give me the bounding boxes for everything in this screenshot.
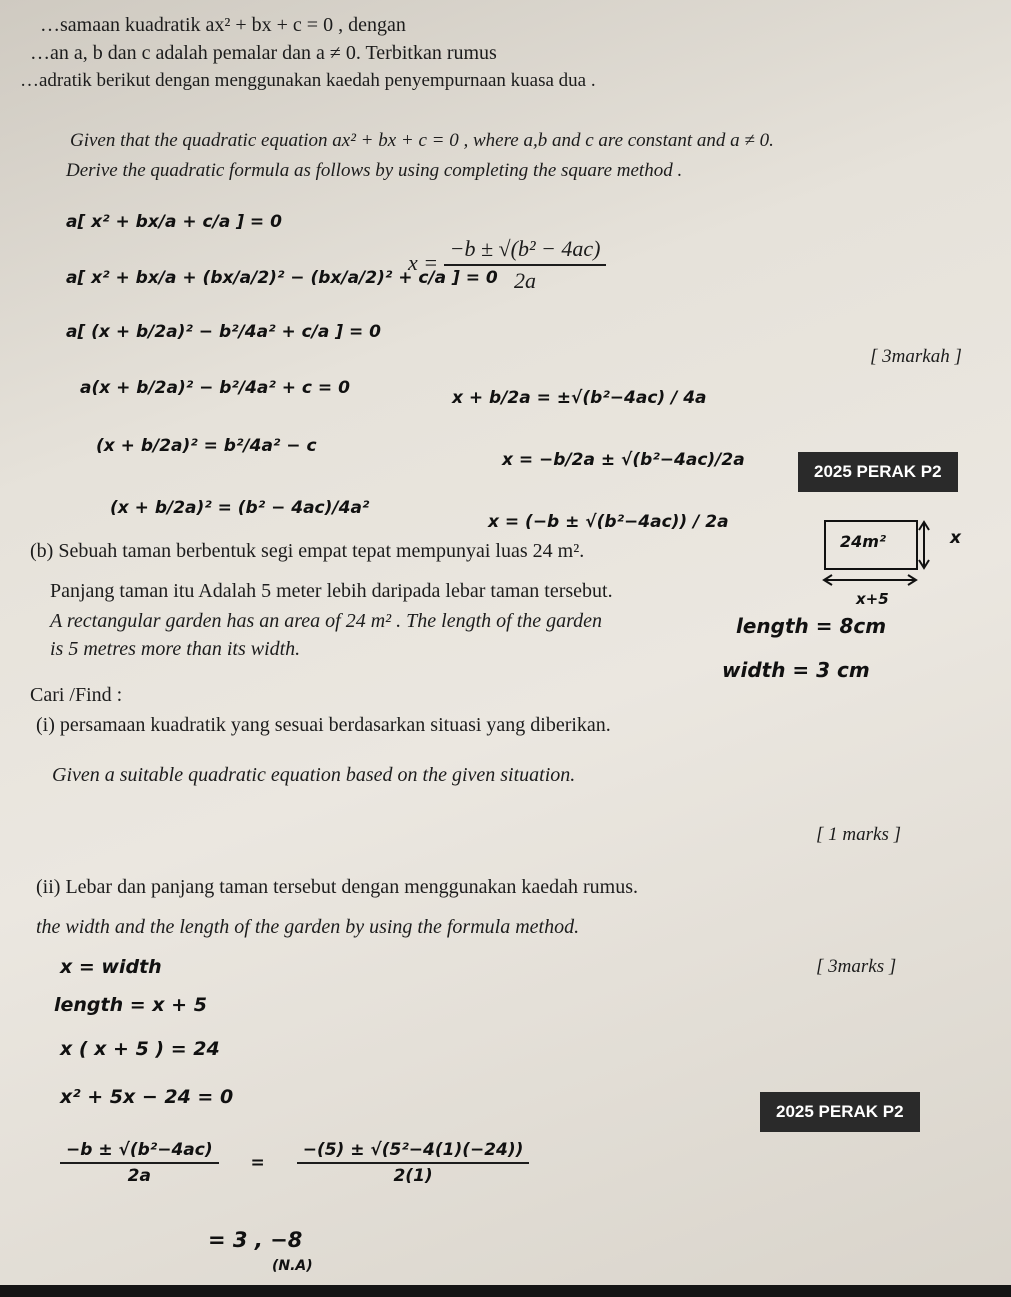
final-den-left: 2a	[127, 1166, 151, 1186]
q2-statement-ms	[36, 876, 638, 899]
result-note: (N.A)	[272, 1258, 313, 1274]
part-a-right-3: x = (−b ± √(b²−4ac)) / 2a	[488, 512, 729, 532]
garden-side-label: x	[950, 528, 961, 548]
bottom-edge	[0, 1285, 1011, 1297]
final-num-right: −(5) ± √(5²−4(1)(−24))	[297, 1140, 530, 1164]
part-b-work-4: x² + 5x − 24 = 0	[60, 1086, 234, 1108]
part-a-marks: [ 3markah ]	[870, 346, 962, 367]
final-result: = 3 , −8	[208, 1228, 303, 1252]
q1-marks: [ 1 marks ]	[816, 824, 901, 845]
find-label: Cari /Find :	[30, 684, 123, 706]
equals-sign: =	[250, 1153, 265, 1173]
side-note-length: length = 8cm	[736, 614, 887, 638]
part-b-work-2: length = x + 5	[54, 994, 207, 1016]
garden-bottom-label: x+5	[856, 590, 889, 608]
final-substitution	[60, 1140, 529, 1186]
q1-label: (i)	[36, 714, 55, 736]
final-fraction-right	[297, 1140, 530, 1186]
q1-statement-ms	[36, 714, 611, 737]
final-num-left: −b ± √(b²−4ac)	[60, 1140, 219, 1164]
part-a-right-2: x = −b/2a ± √(b²−4ac)/2a	[502, 450, 745, 470]
header-line2-en: Derive the quadratic formula as follows by using completing the square method .	[66, 160, 683, 181]
part-a-work-5: (x + b/2a)² = b²/4a² − c	[96, 436, 317, 456]
part-a-work-3: a[ (x + b/2a)² − b²/4a² + c/a ] = 0	[66, 322, 381, 342]
part-b-line2-en: is 5 metres more than its width.	[50, 638, 301, 660]
part-a-work-2: a[ x² + bx/a + (bx/a/2)² − (bx/a/2)² + c/a ] = 0	[66, 268, 498, 288]
part-b-work-3: x ( x + 5 ) = 24	[60, 1038, 220, 1060]
q2-en: the width and the length of the garden by using the formula method.	[36, 916, 580, 938]
q1-en: Given a suitable quadratic equation based on the given situation.	[52, 764, 576, 786]
garden-bottom-arrow	[820, 570, 920, 590]
formula-numerator: −b ± √(b² − 4ac)	[444, 236, 607, 266]
formula-denominator: 2a	[514, 268, 537, 293]
part-b-statement-ms-1	[30, 540, 584, 563]
formula-left: x =	[408, 250, 439, 276]
part-b-line2-ms: Panjang taman itu Adalah 5 meter lebih daripada lebar taman tersebut.	[50, 580, 613, 602]
q2-marks: [ 3marks ]	[816, 956, 897, 977]
formula-fraction	[444, 236, 607, 294]
quadratic-formula	[408, 236, 606, 294]
part-a-work-6: (x + b/2a)² = (b² − 4ac)/4a²	[110, 498, 370, 518]
part-a-work-4: a(x + b/2a)² − b²/4a² + c = 0	[80, 378, 350, 398]
source-badge-top: 2025 PERAK P2	[798, 452, 958, 492]
side-note-width: width = 3 cm	[722, 658, 870, 682]
q2-ms: Lebar dan panjang taman tersebut dengan menggunakan kaedah rumus.	[65, 876, 639, 898]
part-b-line1-ms: Sebuah taman berbentuk segi empat tepat mempunyai luas 24 m².	[58, 540, 585, 562]
garden-area-label: 24m²	[840, 532, 886, 551]
part-b-label: (b)	[30, 540, 54, 562]
q1-ms: persamaan kuadratik yang sesuai berdasarkan situasi yang diberikan.	[59, 714, 611, 736]
header-line1-ms: …samaan kuadratik ax² + bx + c = 0 , dengan	[40, 14, 406, 36]
header-line2-ms: …an a, b dan c adalah pemalar dan a ≠ 0. Terbitkan rumus	[30, 42, 497, 64]
q2-label: (ii)	[36, 876, 61, 898]
header-line1-en: Given that the quadratic equation ax² + bx + c = 0 , where a,b and c are constant and a ≠ 0.	[70, 130, 774, 151]
part-a-work-1: a[ x² + bx/a + c/a ] = 0	[66, 212, 282, 232]
final-fraction-left	[60, 1140, 219, 1186]
part-a-right-1: x + b/2a = ±√(b²−4ac) / 4a	[452, 388, 707, 408]
source-badge-bottom: 2025 PERAK P2	[760, 1092, 920, 1132]
final-den-right: 2(1)	[393, 1166, 433, 1186]
part-b-work-1: x = width	[60, 956, 162, 978]
header-line3-ms: …adratik berikut dengan menggunakan kaedah penyempurnaan kuasa dua .	[20, 70, 596, 91]
part-b-line1-en: A rectangular garden has an area of 24 m² . The length of the garden	[50, 610, 603, 632]
